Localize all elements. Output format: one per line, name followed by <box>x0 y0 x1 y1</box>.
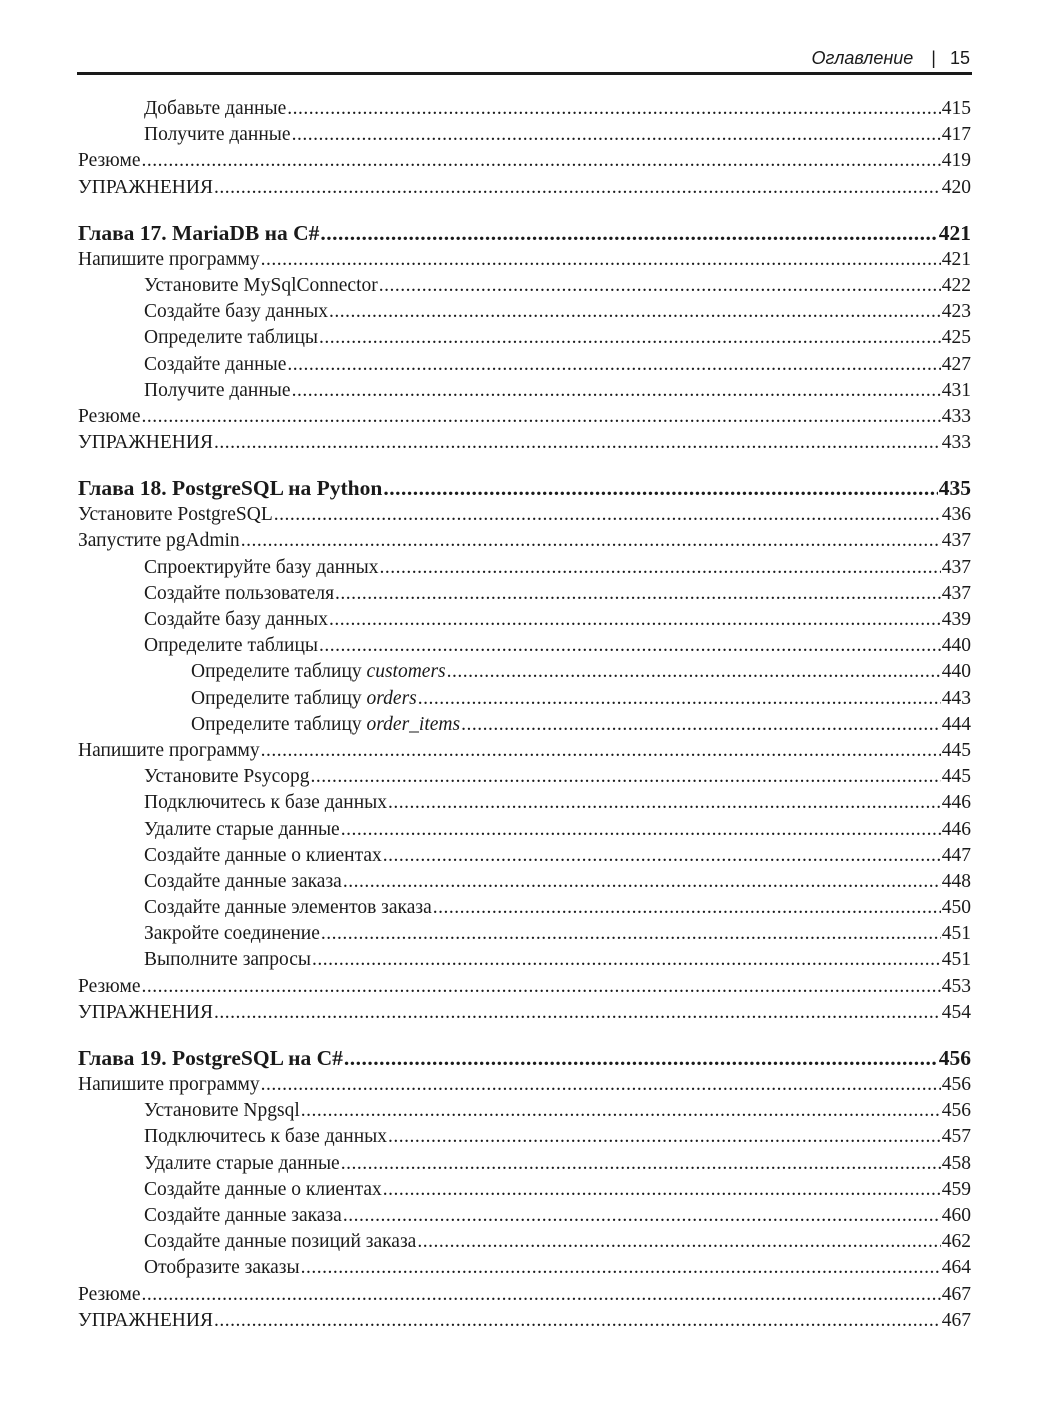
toc-entry-page-number: 447 <box>941 844 971 866</box>
toc-entry-page-number: 427 <box>941 353 971 375</box>
toc-entry-title <box>78 247 260 273</box>
table-of-contents <box>78 96 971 1334</box>
dot-leader <box>343 1203 941 1229</box>
toc-entry-title <box>78 974 141 1000</box>
toc-entry-title-text: Напишите программу <box>78 248 260 270</box>
toc-entry[interactable] <box>78 1255 971 1281</box>
toc-entry[interactable] <box>78 1282 971 1308</box>
toc-entry-title-text: Подключитесь к базе данных <box>144 1126 388 1148</box>
toc-entry[interactable] <box>78 1308 971 1334</box>
toc-entry[interactable] <box>78 122 971 148</box>
toc-entry-title <box>144 273 378 299</box>
toc-entry-title <box>144 1098 300 1124</box>
toc-entry-title-text: Получите данные <box>144 124 291 146</box>
toc-entry-title <box>78 430 213 456</box>
toc-entry-page-number: 433 <box>941 405 971 427</box>
dot-leader <box>383 1177 941 1203</box>
toc-entry-title <box>144 96 286 122</box>
dot-leader <box>142 148 941 174</box>
dot-leader <box>329 299 941 325</box>
toc-entry[interactable] <box>78 869 971 895</box>
toc-entry-page-number: 448 <box>941 870 971 892</box>
toc-entry[interactable] <box>78 738 971 764</box>
toc-entry-page-number: 437 <box>941 530 971 552</box>
toc-entry-page-number: 419 <box>941 150 971 172</box>
toc-entry-title-text: Определите таблицу <box>191 713 367 735</box>
toc-entry[interactable] <box>78 843 971 869</box>
toc-entry-title <box>78 738 260 764</box>
toc-entry-title-text: Определите таблицу <box>191 687 367 709</box>
toc-entry[interactable] <box>78 817 971 843</box>
dot-leader <box>301 1255 941 1281</box>
toc-entry[interactable] <box>78 96 971 122</box>
toc-entry-title <box>78 148 141 174</box>
toc-entry-page-number: 437 <box>941 556 971 578</box>
toc-entry-page-number: 431 <box>941 379 971 401</box>
toc-entry-title-text: Резюме <box>78 405 141 427</box>
toc-entry-title <box>144 555 379 581</box>
toc-entry-title-text: Создайте данные заказа <box>144 870 342 892</box>
toc-entry-title-text: Глава 18. PostgreSQL на Python <box>78 476 383 501</box>
toc-entry-title-text: Резюме <box>78 975 141 997</box>
toc-entry-title-text: Напишите программу <box>78 739 260 761</box>
toc-entry-title-text: Напишите программу <box>78 1074 260 1095</box>
toc-entry[interactable] <box>78 175 971 201</box>
toc-entry-title-text: Спроектируйте базу данных <box>144 556 379 578</box>
dot-leader <box>142 974 941 1000</box>
toc-entry[interactable] <box>78 325 971 351</box>
toc-entry[interactable] <box>78 581 971 607</box>
dot-leader <box>319 325 941 351</box>
toc-entry[interactable] <box>78 1151 971 1177</box>
toc-entry-title-italic: order_items <box>366 713 461 735</box>
toc-entry-page-number: 417 <box>941 124 971 146</box>
toc-entry-title <box>144 1124 387 1150</box>
toc-chapter-entry[interactable] <box>78 219 971 247</box>
dot-leader <box>301 1098 941 1124</box>
toc-entry[interactable] <box>78 686 971 712</box>
dot-leader <box>311 764 941 790</box>
toc-entry-title <box>78 1000 213 1026</box>
toc-entry-title-text: Установите PostgreSQL <box>78 504 273 526</box>
toc-entry[interactable] <box>78 430 971 456</box>
toc-entry-title <box>144 633 318 659</box>
toc-entry-page-number: 440 <box>941 635 971 657</box>
dot-leader <box>383 474 937 502</box>
toc-entry-page-number: 436 <box>941 504 971 526</box>
toc-entry-title <box>191 686 417 712</box>
dot-leader <box>142 1282 941 1308</box>
toc-entry-page-number: 445 <box>941 739 971 761</box>
toc-entry-title-italic: customers <box>366 661 446 683</box>
toc-entry-title-text: Установите Npgsql <box>144 1100 300 1122</box>
toc-entry-page-number: 421 <box>938 220 971 245</box>
toc-entry-title-text: Создайте данные о клиентах <box>144 844 382 866</box>
toc-entry[interactable] <box>78 273 971 299</box>
toc-entry-page-number: 462 <box>941 1231 971 1253</box>
toc-entry-page-number: 456 <box>938 1046 971 1070</box>
toc-entry-title-text: Резюме <box>78 150 141 172</box>
toc-entry-page-number: 457 <box>941 1126 971 1148</box>
dot-leader <box>343 869 941 895</box>
toc-entry-page-number: 456 <box>941 1100 971 1122</box>
dot-leader <box>388 1124 941 1150</box>
toc-entry[interactable] <box>78 502 971 528</box>
dot-leader <box>380 555 941 581</box>
toc-entry-title <box>78 1282 141 1308</box>
toc-entry-page-number: 467 <box>941 1283 971 1305</box>
toc-entry-title <box>144 378 291 404</box>
toc-entry[interactable] <box>78 1177 971 1203</box>
toc-entry[interactable] <box>78 712 971 738</box>
toc-entry-title <box>191 712 460 738</box>
toc-entry-title <box>144 895 432 921</box>
toc-entry-title <box>78 404 141 430</box>
toc-entry-title <box>78 175 213 201</box>
dot-leader <box>261 1072 941 1098</box>
toc-entry-page-number: 444 <box>941 713 971 735</box>
toc-entry-title <box>144 122 291 148</box>
toc-entry-title <box>144 1255 300 1281</box>
toc-entry[interactable] <box>78 352 971 378</box>
toc-entry[interactable] <box>78 299 971 325</box>
toc-entry-page-number: 443 <box>941 687 971 709</box>
toc-entry-title <box>191 659 446 685</box>
toc-entry-page-number: 446 <box>941 792 971 814</box>
toc-entry-page-number: 456 <box>941 1074 971 1095</box>
toc-entry-title <box>78 1044 343 1072</box>
toc-entry-title <box>78 528 240 554</box>
dot-leader <box>214 1000 941 1026</box>
toc-entry-page-number: 467 <box>941 1309 971 1331</box>
toc-entry[interactable] <box>78 895 971 921</box>
toc-entry-page-number: 425 <box>941 327 971 349</box>
toc-entry-title-text: УПРАЖНЕНИЯ <box>78 1309 213 1331</box>
dot-leader <box>312 947 941 973</box>
dot-leader <box>447 659 941 685</box>
toc-entry[interactable] <box>78 1072 971 1098</box>
toc-entry-page-number: 421 <box>941 248 971 270</box>
toc-entry-page-number: 460 <box>941 1204 971 1226</box>
toc-entry-title <box>144 607 328 633</box>
toc-entry-title-text: Глава 17. MariaDB на C# <box>78 220 320 245</box>
toc-entry-page-number: 464 <box>941 1257 971 1279</box>
dot-leader <box>292 378 941 404</box>
toc-entry-page-number: 459 <box>941 1178 971 1200</box>
toc-entry[interactable] <box>78 633 971 659</box>
toc-entry-title-text: Получите данные <box>144 379 291 401</box>
toc-entry-title-text: УПРАЖНЕНИЯ <box>78 1001 213 1023</box>
dot-leader <box>344 1044 938 1072</box>
toc-entry-title <box>78 219 319 247</box>
toc-entry-page-number: 423 <box>941 301 971 323</box>
dot-leader <box>261 247 941 273</box>
toc-entry-title-text: Создайте пользователя <box>144 582 335 604</box>
toc-entry-title-text: Закройте соединение <box>144 923 320 945</box>
toc-entry[interactable] <box>78 607 971 633</box>
toc-entry-page-number: 439 <box>941 609 971 630</box>
dot-leader <box>261 738 941 764</box>
toc-entry[interactable] <box>78 947 971 973</box>
dot-leader <box>320 219 937 247</box>
toc-entry-title <box>144 843 382 869</box>
toc-entry[interactable] <box>78 1124 971 1150</box>
toc-entry-page-number: 458 <box>941 1152 971 1174</box>
toc-entry-title <box>144 1229 416 1255</box>
toc-entry-title <box>144 352 286 378</box>
dot-leader <box>319 633 941 659</box>
running-header-section: Оглавление <box>811 47 914 68</box>
toc-entry-title-text: Установите MySqlConnector <box>144 274 378 296</box>
toc-entry-title-text: Создайте данные позиций заказа <box>144 1231 417 1253</box>
toc-entry-page-number: 435 <box>938 476 971 501</box>
toc-entry-page-number: 437 <box>941 582 971 604</box>
toc-entry[interactable] <box>78 555 971 581</box>
dot-leader <box>417 1229 940 1255</box>
dot-leader <box>214 175 941 201</box>
toc-entry-title <box>144 299 328 325</box>
dot-leader <box>341 1151 941 1177</box>
dot-leader <box>287 96 941 122</box>
toc-entry-title-text: Добавьте данные <box>144 98 287 119</box>
dot-leader <box>341 817 941 843</box>
toc-entry-title <box>144 1151 340 1177</box>
toc-entry-page-number: 445 <box>941 766 971 788</box>
page-number: 15 <box>949 47 970 68</box>
toc-entry-title <box>78 1308 213 1334</box>
toc-entry-title-italic: orders <box>366 687 417 709</box>
toc-entry-page-number: 450 <box>941 897 971 919</box>
toc-entry-title <box>78 1072 260 1098</box>
toc-chapter-entry[interactable] <box>78 474 971 502</box>
dot-leader <box>329 607 941 633</box>
toc-entry-title <box>144 764 310 790</box>
toc-entry-title-text: Подключитесь к базе данных <box>144 792 388 814</box>
dot-leader <box>214 430 941 456</box>
toc-chapter-entry[interactable] <box>78 1044 971 1072</box>
toc-entry-title-text: Создайте базу данных <box>144 609 328 630</box>
toc-entry-title-text: Создайте данные элементов заказа <box>144 897 432 919</box>
toc-entry-title-text: Создайте данные <box>144 353 287 375</box>
dot-leader <box>241 528 941 554</box>
toc-entry-page-number: 420 <box>941 176 971 198</box>
toc-entry-page-number: 453 <box>941 975 971 997</box>
toc-entry-title-text: Установите Psycopg <box>144 766 310 788</box>
toc-entry[interactable] <box>78 528 971 554</box>
toc-entry-title-text: Удалите старые данные <box>144 818 340 840</box>
dot-leader <box>379 273 941 299</box>
toc-entry[interactable] <box>78 921 971 947</box>
toc-entry-page-number: 451 <box>941 923 971 945</box>
running-header-separator: | <box>931 47 936 68</box>
toc-entry[interactable] <box>78 404 971 430</box>
toc-entry-title-text: Определите таблицу <box>191 661 367 683</box>
toc-entry-page-number: 440 <box>941 661 971 683</box>
toc-entry[interactable] <box>78 378 971 404</box>
dot-leader <box>142 404 941 430</box>
toc-entry[interactable] <box>78 974 971 1000</box>
toc-entry-title <box>144 921 320 947</box>
toc-entry-title <box>144 790 387 816</box>
toc-entry-title-text: Отобразите заказы <box>144 1257 300 1279</box>
toc-entry-title <box>144 325 318 351</box>
dot-leader <box>335 581 941 607</box>
toc-entry-page-number: 451 <box>941 949 971 971</box>
toc-entry[interactable] <box>78 148 971 174</box>
toc-entry[interactable] <box>78 764 971 790</box>
dot-leader <box>292 122 941 148</box>
toc-entry-title-text: Запустите pgAdmin <box>78 530 240 552</box>
toc-entry-title-text: Выполните запросы <box>144 949 311 971</box>
dot-leader <box>433 895 941 921</box>
dot-leader <box>418 686 941 712</box>
toc-entry-title-text: Определите таблицы <box>144 327 319 349</box>
dot-leader <box>274 502 941 528</box>
toc-entry-title <box>144 817 340 843</box>
toc-entry-page-number: 415 <box>941 98 971 119</box>
dot-leader <box>214 1308 941 1334</box>
toc-entry-title <box>144 581 334 607</box>
toc-entry-title <box>144 1203 342 1229</box>
toc-entry-title-text: Удалите старые данные <box>144 1152 340 1174</box>
toc-entry-page-number: 422 <box>941 274 971 296</box>
toc-entry-title <box>78 474 382 502</box>
toc-entry[interactable] <box>78 247 971 273</box>
toc-entry-title <box>144 869 342 895</box>
toc-entry-title-text: Резюме <box>78 1283 141 1305</box>
toc-entry-title-text: УПРАЖНЕНИЯ <box>78 176 213 198</box>
toc-entry-page-number: 433 <box>941 432 971 454</box>
dot-leader <box>321 921 941 947</box>
toc-entry-title-text: Создайте базу данных <box>144 301 328 323</box>
toc-entry-title-text: УПРАЖНЕНИЯ <box>78 432 213 454</box>
toc-entry[interactable] <box>78 1203 971 1229</box>
toc-entry-title-text: Глава 19. PostgreSQL на C# <box>78 1046 343 1070</box>
toc-entry-title-text: Определите таблицы <box>144 635 319 657</box>
toc-entry-title-text: Создайте данные заказа <box>144 1204 342 1226</box>
toc-entry-page-number: 446 <box>941 818 971 840</box>
toc-entry[interactable] <box>78 1000 971 1026</box>
running-header <box>77 44 972 75</box>
dot-leader <box>461 712 941 738</box>
toc-entry-title <box>144 947 311 973</box>
toc-entry[interactable] <box>78 790 971 816</box>
dot-leader <box>383 843 941 869</box>
dot-leader <box>388 790 941 816</box>
toc-entry[interactable] <box>78 1098 971 1124</box>
toc-entry[interactable] <box>78 659 971 685</box>
toc-entry[interactable] <box>78 1229 971 1255</box>
dot-leader <box>287 352 940 378</box>
toc-entry-title-text: Создайте данные о клиентах <box>144 1178 382 1200</box>
toc-entry-title <box>144 1177 382 1203</box>
toc-entry-page-number: 454 <box>941 1001 971 1023</box>
toc-entry-title <box>78 502 273 528</box>
